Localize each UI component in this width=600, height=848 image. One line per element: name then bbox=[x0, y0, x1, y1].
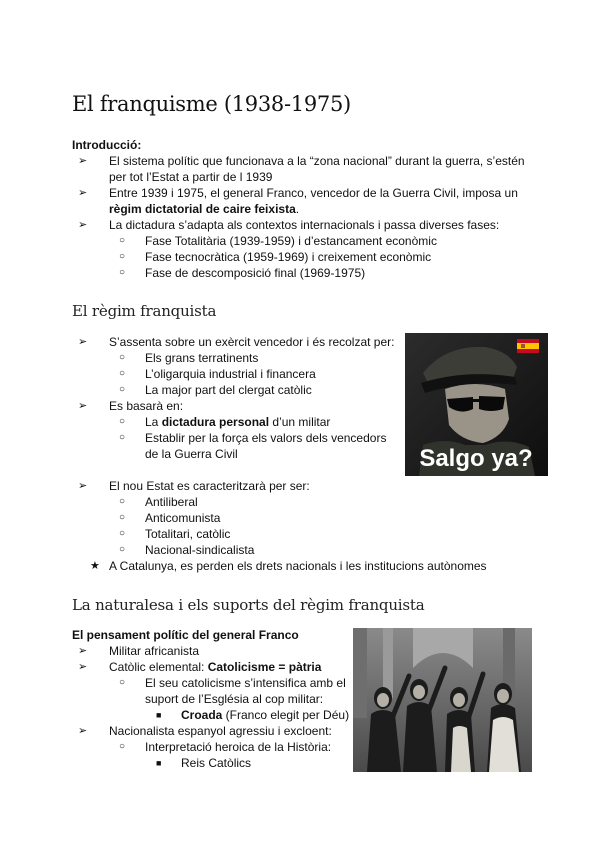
phase-text: Fase tecnocràtica (1959-1969) i creixement econòmic bbox=[145, 250, 432, 264]
arrow-bullet-icon: ➢ bbox=[78, 480, 88, 492]
list-item-text: El sistema polític que funcionava a la “zona nacional” durant la guerra, s’estén per tot l’Estat a partir de l 1939 bbox=[109, 154, 525, 184]
phase-text: Fase Totalitària (1939-1959) i d’estancament econòmic bbox=[145, 234, 437, 248]
list-item bbox=[72, 217, 532, 233]
base-text: La bbox=[145, 415, 162, 429]
circle-bullet-icon: ○ bbox=[119, 741, 126, 752]
arrow-bullet-icon: ➢ bbox=[78, 336, 88, 348]
sub-list-item bbox=[72, 739, 362, 755]
support-text: La major part del clergat catòlic bbox=[145, 383, 312, 397]
sub-list-item bbox=[72, 510, 532, 526]
arrow-bullet-icon: ➢ bbox=[78, 400, 88, 412]
sub-list-item-text: El seu catolicisme s’intensifica amb el suport de l’Església al cop militar: bbox=[145, 676, 346, 706]
arrow-bullet-icon: ➢ bbox=[78, 725, 88, 737]
list-item bbox=[72, 153, 532, 185]
franco-clergy-illustration bbox=[353, 628, 532, 772]
sub-sub-text: Reis Catòlics bbox=[181, 756, 252, 770]
subheading-pensament: El pensament polític del general Franco bbox=[72, 628, 299, 642]
arrow-bullet-icon: ➢ bbox=[78, 187, 88, 199]
base-bold-text: dictadura personal bbox=[161, 415, 270, 429]
list-item-text: Catòlic elemental: bbox=[109, 660, 208, 674]
list-item-text: El nou Estat es caracteritzarà per ser: bbox=[109, 479, 310, 493]
section-title-naturalesa: La naturalesa i els suports del règim franquista bbox=[72, 596, 425, 614]
base-text: Establir per la força els valors dels vencedors de la Guerra Civil bbox=[145, 431, 387, 461]
sub-sub-list-item bbox=[72, 755, 362, 771]
sub-list-item bbox=[72, 430, 402, 462]
regim-section-upper bbox=[72, 334, 402, 462]
star-item bbox=[72, 558, 532, 574]
list-item bbox=[72, 334, 402, 350]
sub-list-item bbox=[72, 233, 532, 249]
sub-list-item bbox=[72, 382, 402, 398]
trait-text: Totalitari, catòlic bbox=[145, 527, 231, 541]
page-title: El franquisme (1938-1975) bbox=[72, 92, 351, 116]
circle-bullet-icon: ○ bbox=[119, 677, 126, 688]
franco-meme-illustration bbox=[405, 333, 548, 476]
list-item bbox=[72, 643, 362, 659]
arrow-bullet-icon: ➢ bbox=[78, 661, 88, 673]
sub-sub-bold-text: Croada bbox=[181, 708, 223, 722]
list-item bbox=[72, 398, 402, 414]
sub-list-item bbox=[72, 675, 362, 707]
support-text: Els grans terratinents bbox=[145, 351, 259, 365]
list-item bbox=[72, 185, 532, 217]
sub-list-item-text: Interpretació heroica de la Història: bbox=[145, 740, 332, 754]
list-item-text: S’assenta sobre un exèrcit vencedor i és recolzat per: bbox=[109, 335, 395, 349]
meme-caption: Salgo ya? bbox=[419, 445, 533, 472]
naturalesa-section bbox=[72, 627, 362, 771]
list-item-bold-text: règim dictatorial de caire feixista bbox=[109, 202, 296, 216]
intro-section bbox=[72, 137, 532, 281]
circle-bullet-icon: ○ bbox=[119, 528, 126, 539]
sub-list-item bbox=[72, 366, 402, 382]
circle-bullet-icon: ○ bbox=[119, 267, 126, 278]
arrow-bullet-icon: ➢ bbox=[78, 219, 88, 231]
support-text: L’oligarquia industrial i financera bbox=[145, 367, 316, 381]
trait-text: Antiliberal bbox=[145, 495, 198, 509]
circle-bullet-icon: ○ bbox=[119, 384, 126, 395]
phase-text: Fase de descomposició final (1969-1975) bbox=[145, 266, 366, 280]
arrow-bullet-icon: ➢ bbox=[78, 155, 88, 167]
circle-bullet-icon: ○ bbox=[119, 235, 126, 246]
list-item bbox=[72, 659, 362, 675]
list-item-text: La dictadura s’adapta als contextos internacionals i passa diverses fases: bbox=[109, 218, 500, 232]
sub-list-item bbox=[72, 265, 532, 281]
trait-text: Anticomunista bbox=[145, 511, 221, 525]
base-text: d’un militar bbox=[269, 415, 331, 429]
sub-sub-text: (Franco elegit per Déu) bbox=[222, 708, 350, 722]
list-item-text: Es basarà en: bbox=[109, 399, 184, 413]
sub-list-item bbox=[72, 542, 532, 558]
circle-bullet-icon: ○ bbox=[119, 416, 126, 427]
list-item bbox=[72, 478, 532, 494]
circle-bullet-icon: ○ bbox=[119, 512, 126, 523]
sub-list-item bbox=[72, 414, 402, 430]
star-bullet-icon: ★ bbox=[90, 560, 100, 572]
sub-list-item bbox=[72, 350, 402, 366]
list-item-text: Nacionalista espanyol agressiu i excloent: bbox=[109, 724, 332, 738]
circle-bullet-icon: ○ bbox=[119, 544, 126, 555]
circle-bullet-icon: ○ bbox=[119, 251, 126, 262]
circle-bullet-icon: ○ bbox=[119, 496, 126, 507]
sub-sub-list-item bbox=[72, 707, 362, 723]
list-item-text: Entre 1939 i 1975, el general Franco, vencedor de la Guerra Civil, imposa un bbox=[109, 186, 518, 200]
arrow-bullet-icon: ➢ bbox=[78, 645, 88, 657]
square-bullet-icon: ■ bbox=[156, 710, 162, 720]
intro-heading: Introducció: bbox=[72, 138, 142, 152]
list-item-bold-text: Catolicisme = pàtria bbox=[207, 660, 322, 674]
sub-list-item bbox=[72, 249, 532, 265]
franco-meme-image bbox=[405, 333, 548, 476]
circle-bullet-icon: ○ bbox=[119, 352, 126, 363]
list-item bbox=[72, 723, 362, 739]
star-item-text: A Catalunya, es perden els drets nacionals i les institucions autònomes bbox=[109, 559, 487, 573]
trait-text: Nacional-sindicalista bbox=[145, 543, 255, 557]
sub-list-item bbox=[72, 526, 532, 542]
franco-clergy-photo bbox=[353, 628, 532, 772]
square-bullet-icon: ■ bbox=[156, 758, 162, 768]
regim-section-lower bbox=[72, 478, 532, 574]
circle-bullet-icon: ○ bbox=[119, 368, 126, 379]
list-item-text: Militar africanista bbox=[109, 644, 200, 658]
list-item-text: . bbox=[295, 202, 300, 216]
section-title-regim: El règim franquista bbox=[72, 302, 217, 320]
sub-list-item bbox=[72, 494, 532, 510]
circle-bullet-icon: ○ bbox=[119, 432, 126, 443]
